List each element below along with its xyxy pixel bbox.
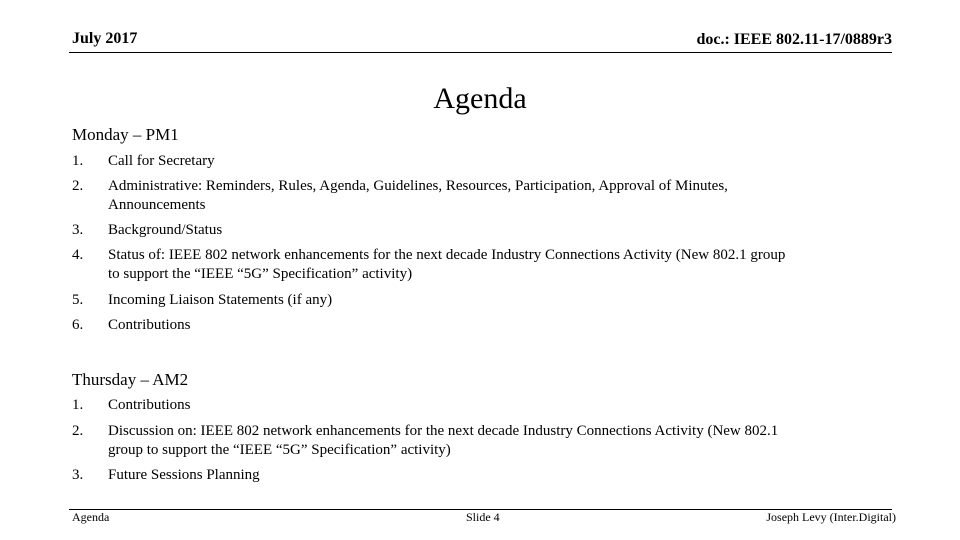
section-heading-thursday: Thursday – AM2: [72, 370, 189, 389]
agenda-item-number: 3.: [72, 467, 84, 483]
agenda-item: [72, 177, 892, 215]
agenda-item: [72, 396, 892, 415]
agenda-item-text-continued: to support the “IEEE “5G” Specification” activity): [108, 266, 413, 282]
agenda-item: [72, 422, 892, 460]
agenda-item-text-continued: group to support the “IEEE “5G” Specification” activity): [108, 442, 451, 458]
agenda-item-text: Discussion on: IEEE 802 network enhancements for the next decade Industry Connections Activity (New 802.1: [108, 423, 779, 439]
agenda-item: [72, 316, 892, 335]
footer-left-text: Agenda: [72, 510, 110, 524]
header-doc-id: doc.: IEEE 802.11-17/0889r3: [696, 31, 892, 48]
agenda-item-number: 2.: [72, 178, 84, 194]
header-divider: [69, 52, 892, 53]
agenda-item: [72, 221, 892, 240]
agenda-item-number: 3.: [72, 222, 84, 238]
agenda-item-text: Incoming Liaison Statements (if any): [108, 292, 333, 308]
agenda-item-text: Future Sessions Planning: [108, 467, 260, 483]
agenda-item: [72, 466, 892, 485]
section-heading-monday: Monday – PM1: [72, 125, 179, 144]
agenda-item-text: Contributions: [108, 397, 191, 413]
agenda-item-text: Background/Status: [108, 222, 223, 238]
agenda-item-text: Contributions: [108, 317, 191, 333]
agenda-item-number: 2.: [72, 423, 84, 439]
agenda-item-text: Administrative: Reminders, Rules, Agenda, Guidelines, Resources, Participation, Approval of Minutes,: [108, 178, 728, 194]
agenda-item-number: 4.: [72, 247, 84, 263]
agenda-item-number: 5.: [72, 292, 84, 308]
agenda-item-number: 1.: [72, 397, 84, 413]
slide-title: Agenda: [433, 82, 527, 115]
footer-author: Joseph Levy (Inter.Digital): [766, 510, 896, 524]
agenda-item: [72, 291, 892, 310]
agenda-item-text: Call for Secretary: [108, 153, 215, 169]
agenda-item-text: Status of: IEEE 802 network enhancements for the next decade Industry Connections Activity (New 802.1 group: [108, 247, 786, 263]
agenda-item-number: 6.: [72, 317, 84, 333]
header-date: July 2017: [72, 30, 138, 47]
agenda-item: [72, 246, 892, 284]
agenda-item-number: 1.: [72, 153, 84, 169]
agenda-item-text-continued: Announcements: [108, 197, 206, 213]
agenda-item: [72, 152, 892, 171]
slide-number: Slide 4: [466, 510, 500, 524]
